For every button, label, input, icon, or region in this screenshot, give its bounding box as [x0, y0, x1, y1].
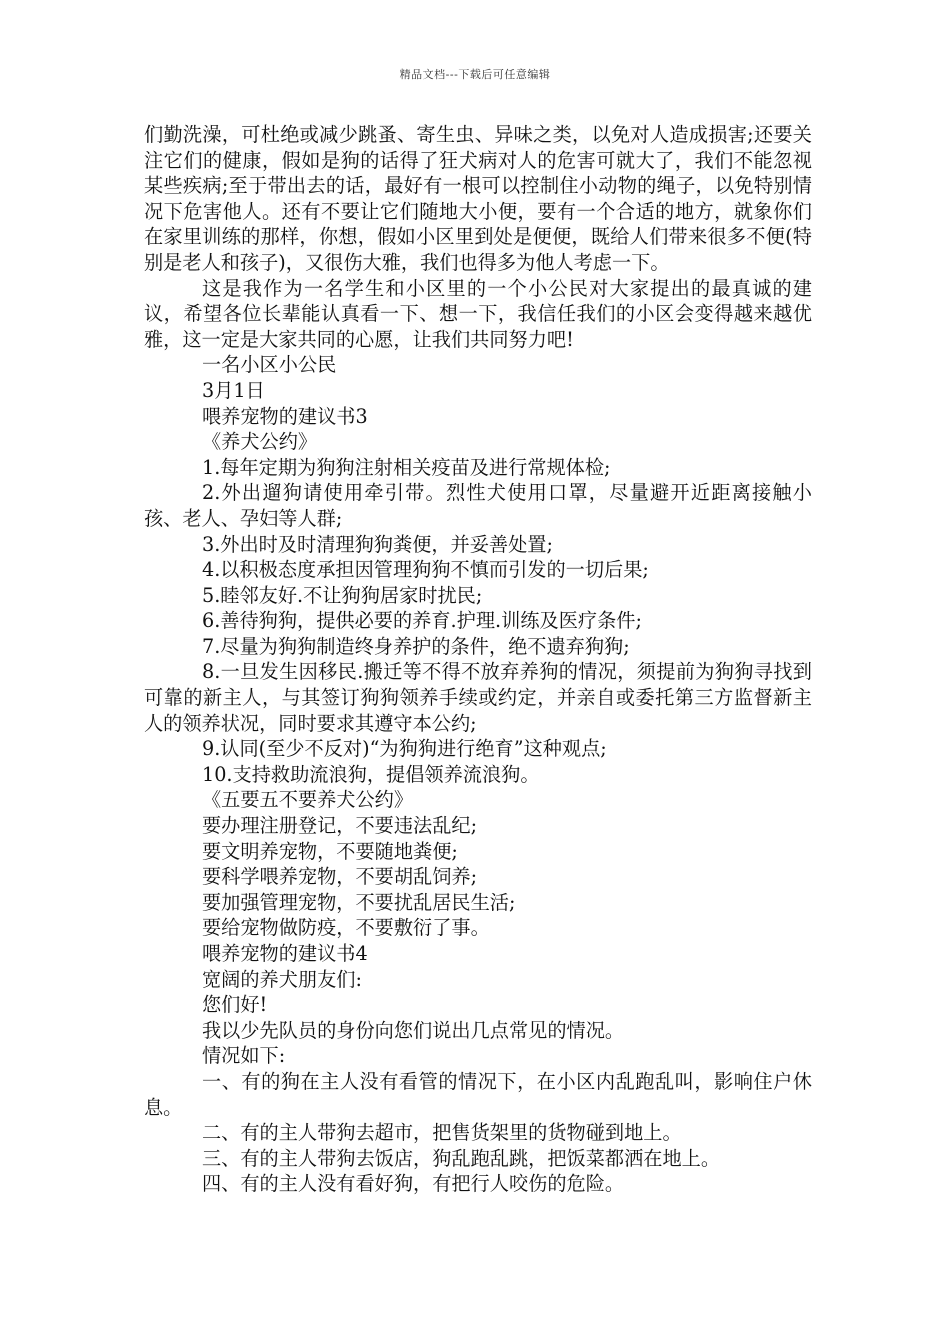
convention-title: 《五要五不要养犬公约》 — [202, 788, 414, 812]
list-item: 要加强管理宠物，不要扰乱居民生活; — [202, 890, 516, 914]
paragraph: 我以少先队员的身份向您们说出几点常见的情况。 — [202, 1018, 625, 1042]
list-item: 要文明养宠物，不要随地粪便; — [202, 839, 458, 863]
convention-title: 《养犬公约》 — [202, 430, 318, 454]
list-item: 三、有的主人带狗去饭店，狗乱跑乱跳，把饭菜都洒在地上。 — [202, 1146, 721, 1170]
list-item: 2.外出遛狗请使用牵引带。烈性犬使用口罩，尽量避开近距离接触小孩、老人、孕妇等人群; — [144, 481, 812, 530]
salutation: 宽阔的养犬朋友们: — [202, 967, 362, 991]
list-item: 3.外出时及时清理狗狗粪便，并妥善处置; — [202, 532, 553, 556]
list-item: 7.尽量为狗狗制造终身养护的条件，绝不遗弃狗狗; — [202, 634, 630, 658]
section-heading: 喂养宠物的建议书3 — [202, 404, 368, 428]
list-item: 4.以积极态度承担因管理狗狗不慎而引发的一切后果; — [202, 558, 649, 582]
list-item: 9.认同(至少不反对)“为狗狗进行绝育”这种观点; — [202, 737, 607, 761]
list-item: 1.每年定期为狗狗注射相关疫苗及进行常规体检; — [202, 455, 611, 479]
list-item: 一、有的狗在主人没有看管的情况下，在小区内乱跑乱叫，影响住户休息。 — [144, 1069, 812, 1119]
list-item: 8.一旦发生因移民.搬迁等不得不放弃养狗的情况，须提前为狗狗寻找到可靠的新主人，与其签订狗狗领养手续或约定，并亲自或委托第三方监督新主人的领养状况，同时要求其遵守本公约; — [144, 660, 812, 735]
paragraph: 这是我作为一名学生和小区里的一个小公民对大家提出的最真诚的建议，希望各位长辈能认真看一下、想一下，我信任我们的小区会变得越来越优雅，这一定是大家共同的心愿，让我们共同努力吧! — [144, 276, 812, 351]
section-heading: 喂养宠物的建议书4 — [202, 942, 368, 965]
signature-line: 一名小区小公民 — [202, 353, 337, 377]
list-item: 二、有的主人带狗去超市，把售货架里的货物碰到地上。 — [202, 1121, 682, 1145]
page-header: 精品文档---下载后可任意编辑 — [399, 68, 551, 81]
list-item: 要科学喂养宠物，不要胡乱饲养; — [202, 865, 478, 889]
date-line: 3月1日 — [202, 378, 265, 402]
document-body — [144, 122, 812, 1197]
list-item: 要给宠物做防疫，不要敷衍了事。 — [202, 916, 490, 940]
greeting: 您们好! — [202, 993, 268, 1017]
list-item: 要办理注册登记，不要违法乱纪; — [202, 814, 478, 838]
list-item: 10.支持救助流浪狗，提倡领养流浪狗。 — [202, 762, 540, 786]
list-item: 四、有的主人没有看好狗，有把行人咬伤的危险。 — [202, 1172, 625, 1196]
list-item: 5.睦邻友好.不让狗狗居家时扰民; — [202, 583, 483, 607]
paragraph: 情况如下: — [202, 1044, 286, 1068]
list-item: 6.善待狗狗，提供必要的养育.护理.训练及医疗条件; — [202, 609, 642, 633]
paragraph: 们勤洗澡，可杜绝或减少跳蚤、寄生虫、异味之类，以免对人造成损害;还要关注它们的健康，假如是狗的话得了狂犬病对人的危害可就大了，我们不能忽视某些疾病;至于带出去的话，最好有一根可以控制住小动物的绳子，以免特别情况下危害他人。还有不要让它们随地大小便，要有一个合适的地方，就象你们在家里训练的那样，你想，假如小区里到处是便便，既给人们带来很多不便(特别是老人和孩子)，又很伤大雅，我们也得多为他人考虑一下。 — [144, 123, 812, 274]
